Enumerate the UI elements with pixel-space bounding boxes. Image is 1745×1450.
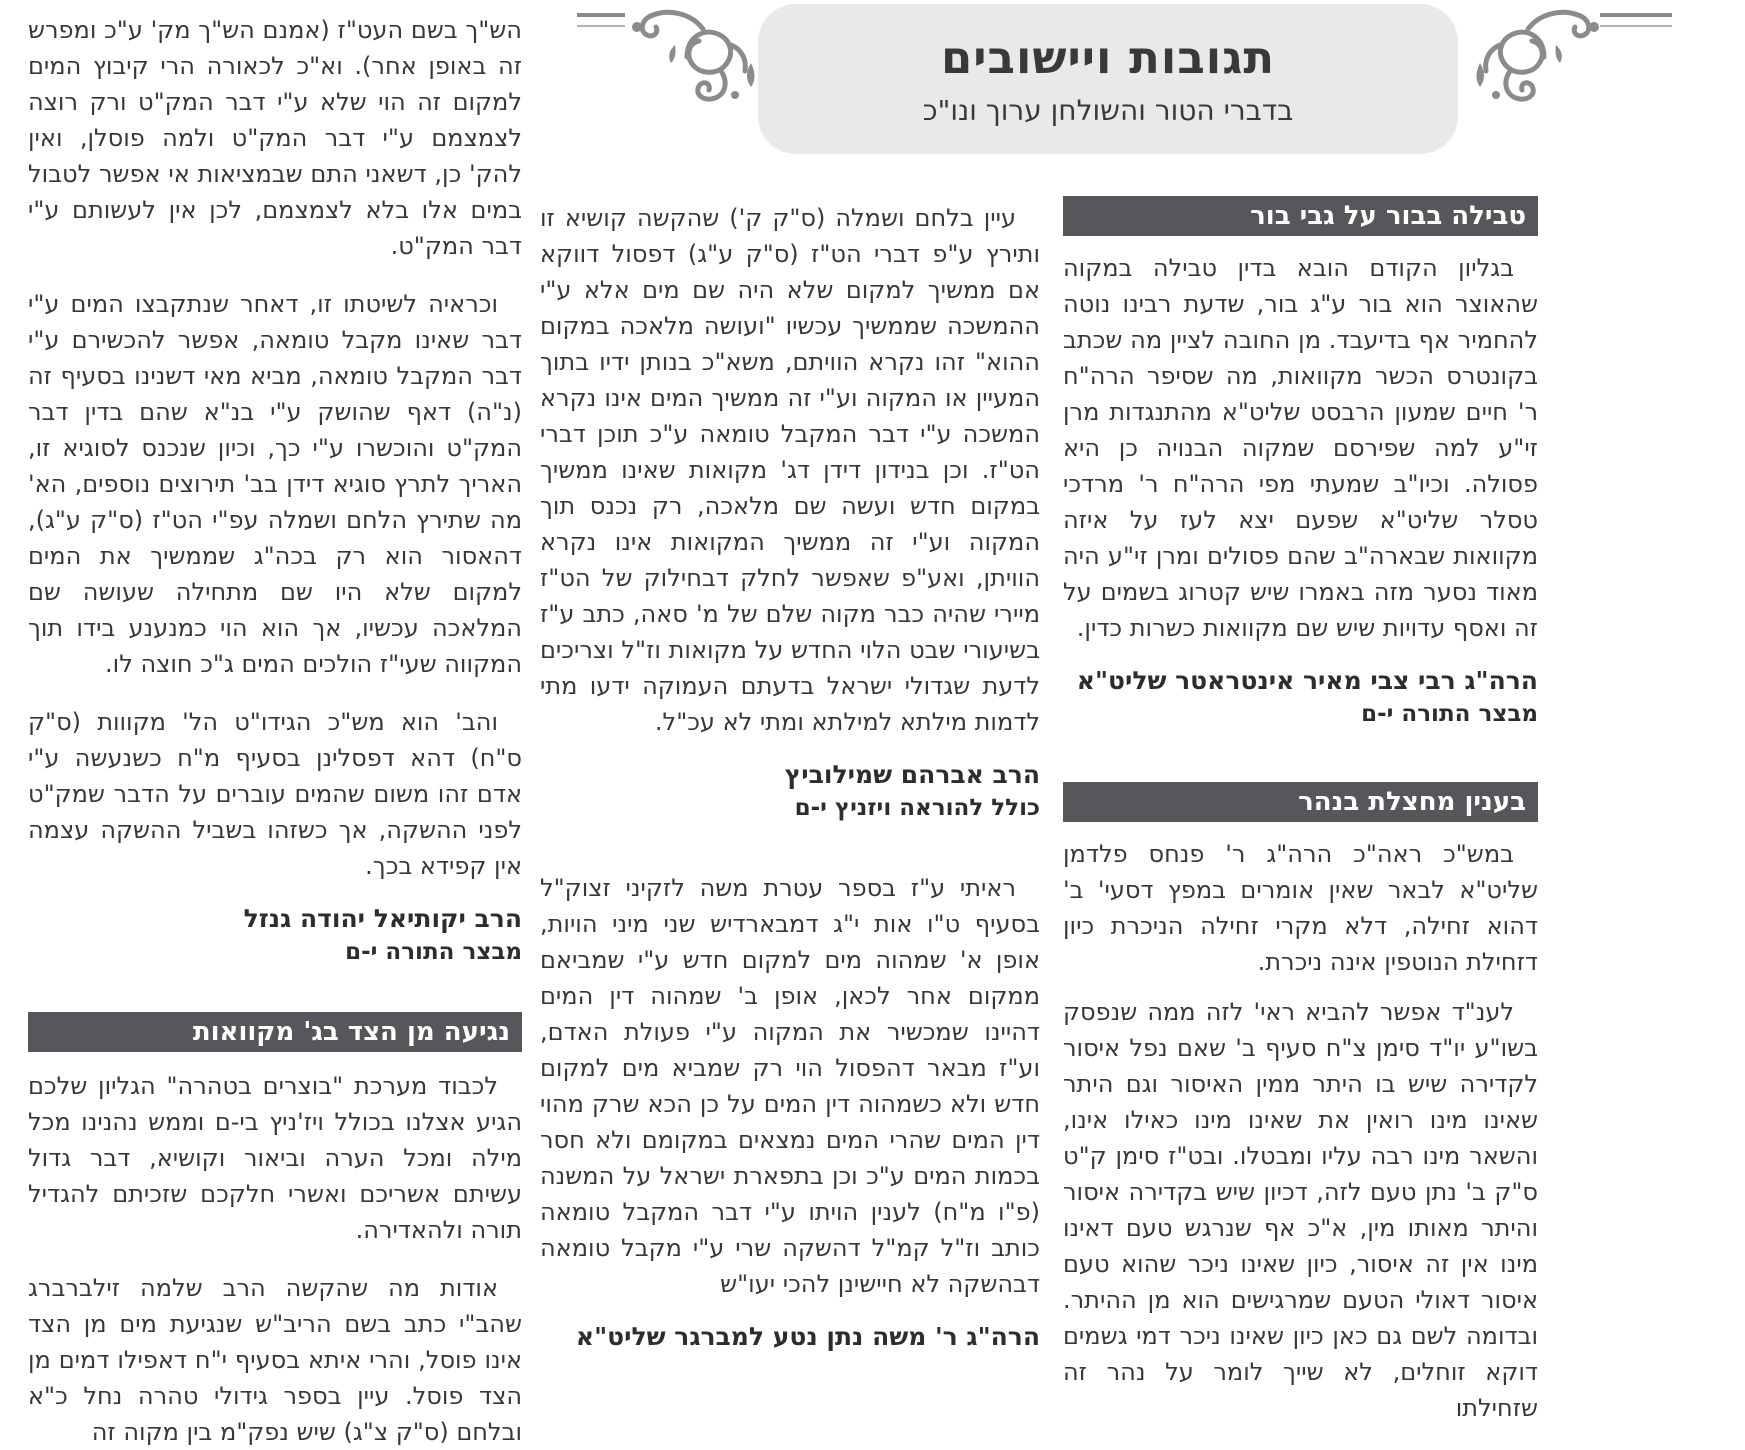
decorative-rule-left xyxy=(577,13,625,27)
signature-name: הרב יקותיאל יהודה גנזל xyxy=(243,904,522,933)
decorative-rule-right xyxy=(1600,13,1672,27)
paragraph: במש"כ ראה"כ הרה"ג ר' פנחס פלדמן שליט"א לבאר שאין אומרים במפץ דסעי' ב' דהוא זחילה, דלא מקרי זחילה הניכרת כיון דזחילת הנוטפין אינה ניכרת. xyxy=(1063,840,1538,976)
paragraph: וכראיה לשיטתו זו, דאחר שנתקבצו המים ע"י דבר שאינו מקבל טומאה, אפשר להכשירם ע"י דבר המקבל טומאה, מביא מאי דשנינו בסעיף זה (נ"ה) דאף שהושק ע"י בנ"א שהם בדין דבר המק"ט והוכשרו ע"י כך, וכיון שנכנס לסוגיא זו, האריך לתרץ סוגיא דידן בב' תירוצים נוספים, הא' מה שתירץ הלחם ושמלה עפ"י הט"ז (ס"ק ע"ג), דהאסור הוא רק בכה"ג שממשיך את המים למקום שלא היו שם מתחילה שעושה שם המלאכה עכשיו, אך הוא הוי כמנענע בידו תוך המקווה שעי"ז הולכים המים ג"כ חוצה לו. xyxy=(28,290,522,678)
flourish-ornament-left-icon xyxy=(625,5,765,109)
signature-place: כולל להוראה ויזניץ י-ם xyxy=(794,795,1040,821)
section-header-negiah: נגיעה מן הצד בג' מקוואות xyxy=(28,1012,522,1052)
paragraph: לכבוד מערכת "בוצרים בטהרה" הגליון שלכם הגיע אצלנו בכולל ויז'ניץ בי-ם וממש נהנינו מכל מילה ומכל הערה וביאור וקושיא, דבר גדול עשיתם אשריכם ואשרי חלקכם שזכיתם להגדיל תורה ולהאדירה. xyxy=(28,1072,522,1244)
paragraph: ראיתי ע"ז בספר עטרת משה לזקיני זצוק"ל בסעיף ט"ו אות י"ג דמבארדיש שני מיני הויות, אופן א' שמהוה מים למקום חדש ע"י שמביאם ממקום אחר לכאן, אופן ב' שמהוה דין המים דהיינו שמכשיר את המקוה ע"י פעולת האדם, וע"ז מבאר דהפסול הוי רק שמביא מים למקום חדש ולא כשמהוה דין המים על כן הכא שרק מהוי דין המים שהרי המים נמצאים במקומם ולא חסר בכמות המים ע"כ וכן בתפארת ישראל על המשנה (פ"ו מ"ח) לענין הויתו ע"י דבר המקבל טומאה כותב וז"ל קמ"ל דהשקה שרי ע"י מקבל טומאה דבהשקה לא חיישינן להכי יעו"ש xyxy=(540,874,1040,1298)
signature-place: מבצר התורה י-ם xyxy=(345,939,522,965)
signature-name: הרה"ג ר' משה נתן נטע למברגר שליט"א xyxy=(575,1322,1040,1351)
signature-name: הרב אברהם שמילוביץ xyxy=(784,760,1040,789)
middle-column xyxy=(540,200,1040,1354)
paragraph: עיין בלחם ושמלה (ס"ק ק') שהקשה קושיא זו ותירץ ע"פ דברי הט"ז (ס"ק ע"ג) דפסול דווקא אם ממשיך למקום שלא היה שם מים אלא ע"י ההמשכה שממשיך עכשיו "ועושה מלאכה במקום ההוא" זהו נקרא הוויתם, משא"כ בנותן ידיו בתוך המעיין או המקוה וע"י זה ממשיך המים אינו נקרא המשכה ע"י דבר המקבל טומאה ע"כ תוכן דברי הט"ז. וכן בנידון דידן דג' מקואות שאינו ממשיך במקום חדש ועשה שם מלאכה, רק נכנס תוך המקוה וע"י זה ממשיך המקואות אינו נקרא הוויתן, ואע"פ שאפשר לחלק דבחילוק של הט"ז מיירי שהיה כבר מקוה שלם של מ' סאה, כתב ע"ז בשיעורי שבט הלוי החדש על מקואות וז"ל וצריכים לדעת שגדולי ישראל בדעתם העמוקה ידעו מתי לדמות מילתא למילתא ומתי לא עכ"ל. xyxy=(540,204,1040,736)
signature xyxy=(540,758,1040,824)
paragraph: והב' הוא מש"כ הגידו"ט הל' מקווות (ס"ק ס"ח) דהא דפסלינן בסעיף מ"ח כשנעשה ע"י אדם זהו משום שהמים עוברים על הדבר שמק"ט לפני ההשקה, אך כשזהו בשביל ההשקה עצמה אין קפידא בכך. xyxy=(28,708,522,880)
signature xyxy=(28,902,522,968)
flourish-ornament-right-icon xyxy=(1466,5,1606,109)
signature-name: הרה"ג רבי צבי מאיר אינטראטר שליט"א xyxy=(1076,666,1538,695)
section-header-tevilah: טבילה בבור על גבי בור xyxy=(1063,196,1538,236)
page-subtitle: בדברי הטור והשולחן ערוך ונו"כ xyxy=(922,94,1294,127)
paragraph: אודות מה שהקשה הרב שלמה זילברברג שהב"י כתב בשם הריב"ש שנגיעת מים מן הצד אינו פוסל, והרי איתא בסעיף י"ח דאפילו דמים מן הצד פוסל. עיין בספר גידולי טהרה נחל כ"א ובלחם (ס"ק צ"ג) שיש נפק"מ בין מקוה זה xyxy=(28,1274,522,1446)
left-column xyxy=(28,12,522,1450)
signature-place: מבצר התורה י-ם xyxy=(1361,701,1538,727)
paragraph: לענ"ד אפשר להביא ראי' לזה ממה שנפסק בשו"ע יו"ד סימן צ"ח סעיף ב' שאם נפל איסור לקדירה שיש בו היתר ממין האיסור וגם היתר שאינו מינו רואין את שאינו מינו כאילו אינו, והשאר מינו רבה עליו ומבטלו. ובט"ז סימן ק"ט ס"ק ב' נתן טעם לזה, דכיון שיש בקדירה איסור והיתר מאותו מין, א"כ אף שנרגש טעם דאינו מינו אין זה איסור, כיון שאינו ניכר שהוא טעם איסור דאולי הטעם שמרגישים הוא מן ההיתר. ובדומה לשם גם כאן כיון שאינו ניכר דמי גשמים דוקא זוחלים, לא שייך לומר על נהר זה שזחילתו xyxy=(1063,998,1538,1422)
signature xyxy=(540,1320,1040,1354)
page-title: תגובות ויישובים xyxy=(940,31,1276,84)
right-column xyxy=(1063,196,1538,1426)
page-header xyxy=(758,4,1458,154)
signature xyxy=(1063,664,1538,730)
section-header-machtzelet: בענין מחצלת בנהר xyxy=(1063,782,1538,822)
paragraph: בגליון הקודם הובא בדין טבילה במקוה שהאוצר הוא בור ע"ג בור, שדעת רבינו נוטה להחמיר אף בדיעבד. מן החובה לציין מה שכתב בקונטרס הכשר מקוואות, מה שסיפר הרה"ח ר' חיים שמעון הרבסט שליט"א מהתנגדות מרן זי"ע למה שפירסם שמקוה הבנויה כן היא פסולה. וכיו"ב שמעתי מפי הרה"ח ר' מרדכי טסלר שליט"א שפעם יצא לעז על איזה מקוואות שבארה"ב שהם פסולים ומרן זי"ע היה מאוד נסער מזה באמרו שיש קטרוג בשמים על זה ואסף עדויות שיש שם מקוואות כשרות כדין. xyxy=(1063,254,1538,642)
paragraph: הש"ך בשם העט"ז (אמנם הש"ך מק' ע"כ ומפרש זה באופן אחר). וא"כ לכאורה הרי קיבוץ המים למקום זה הוי שלא ע"י דבר המק"ט ורק רוצה לצמצמם ע"י דבר המק"ט ולמה פוסלן, ואין להק' כן, דשאני התם שבמציאות אי אפשר לטבול במים אלו בלא לצמצמם, לכן אין לעשותם ע"י דבר המק"ט. xyxy=(28,16,522,260)
